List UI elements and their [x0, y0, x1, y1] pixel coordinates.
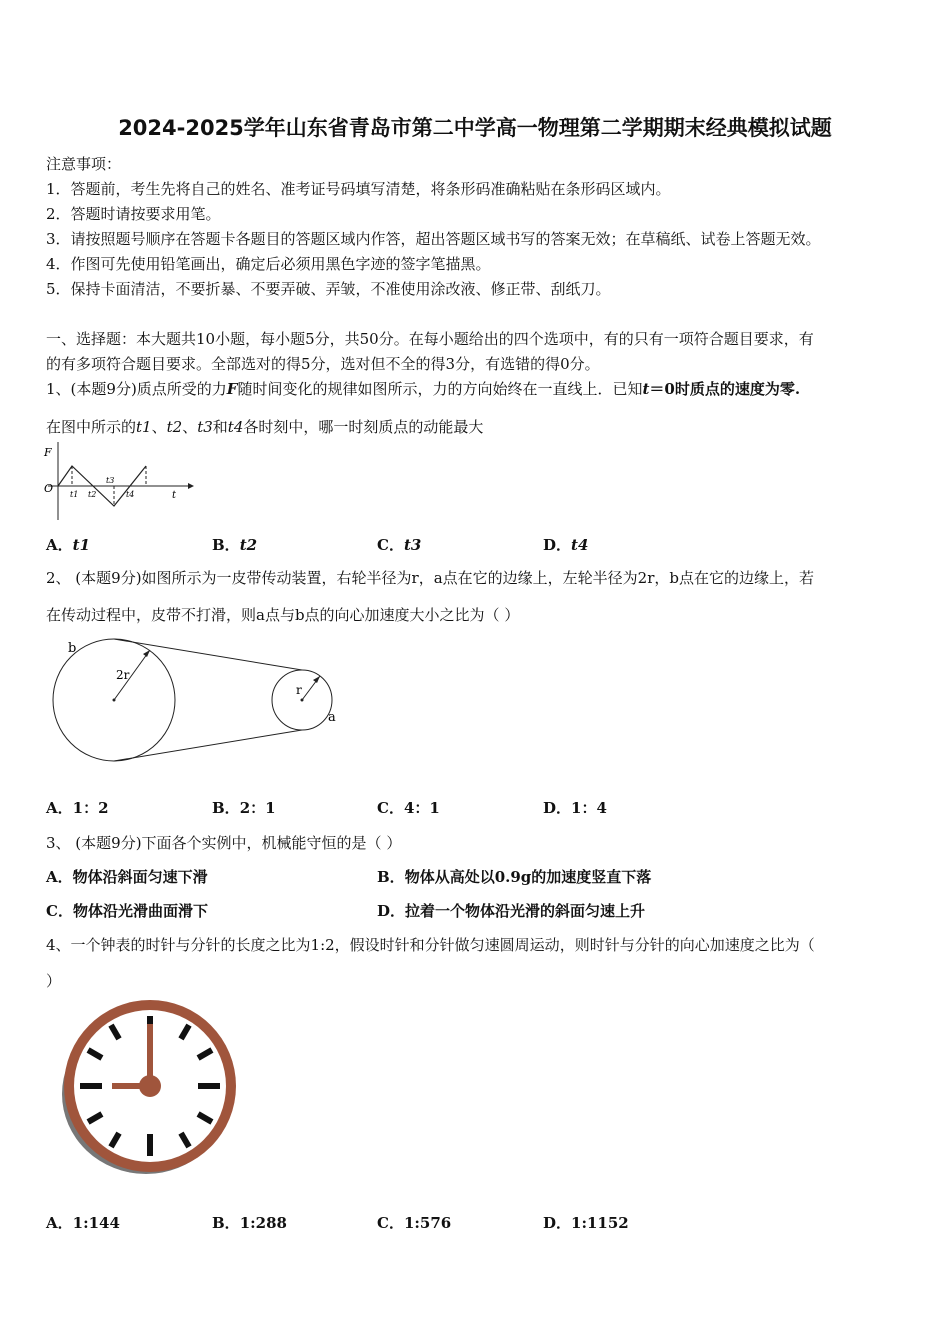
notice-item: 4．作图可先使用铅笔画出，确定后必须用黑色字迹的签字笔描黑。 — [46, 255, 491, 273]
q2-option-b[interactable]: B．2：1 — [212, 799, 276, 817]
q1-stem-line1: 1、(本题9分)质点所受的力F随时间变化的规律如图所示，力的方向始终在一直线上．已知t＝0时质点的速度为零. — [46, 380, 801, 398]
section-intro-line2: 的有多项符合题目要求。全部选对的得5分，选对但不全的得3分，有选错的得0分。 — [46, 355, 600, 373]
graph-F-label: F — [44, 446, 52, 459]
belt-drive-figure — [40, 632, 350, 772]
graph-t3-label: t3 — [106, 476, 115, 485]
q1-time-label: t3 — [197, 418, 213, 436]
notice-item: 5．保持卡面清洁，不要折暴、不要弄破、弄皱，不准使用涂改液、修正带、刮纸刀。 — [46, 280, 611, 298]
q3-option-a[interactable]: A．物体沿斜面匀速下滑 — [46, 868, 208, 886]
q1-option-b[interactable]: B．t2 — [212, 536, 258, 554]
page-title: 2024-2025学年山东省青岛市第二中学高一物理第二学期期末经典模拟试题 — [118, 116, 832, 140]
q4-option-c[interactable]: C．1:576 — [377, 1214, 452, 1232]
q4-option-b[interactable]: B．1:288 — [212, 1214, 287, 1232]
q3-option-d[interactable]: D．拉着一个物体沿光滑的斜面匀速上升 — [377, 902, 646, 920]
point-a-label: a — [328, 710, 336, 725]
section-intro-line1: 一、选择题：本大题共10小题，每小题5分，共50分。在每小题给出的四个选项中，有的只有一项符合题目要求，有 — [46, 330, 814, 348]
belt-top — [114, 639, 302, 670]
graph-t1-label: t1 — [70, 490, 79, 499]
q2-option-c[interactable]: C．4：1 — [377, 799, 440, 817]
q2-stem-line1: 2、 (本题9分)如图所示为一皮带传动装置，右轮半径为r，a点在它的边缘上，左轮半径为2r，b点在它的边缘上，若 — [46, 569, 814, 587]
q4-stem-line2: ） — [46, 972, 62, 990]
large-radius-label: 2r — [116, 668, 130, 682]
q1-stem-line2: 在图中所示的t1、t2、t3和t4各时刻中，哪一时刻质点的动能最大 — [46, 418, 484, 436]
q2-option-d[interactable]: D．1：4 — [543, 799, 607, 817]
q3-option-b[interactable]: B．物体从高处以0.9g的加速度竖直下落 — [377, 868, 652, 886]
graph-origin-label: O — [44, 482, 54, 495]
q1-option-a[interactable]: A．t1 — [46, 536, 91, 554]
clock-center — [139, 1075, 161, 1097]
q1-option-c[interactable]: C．t3 — [377, 536, 422, 554]
q3-option-c[interactable]: C．物体沿光滑曲面滑下 — [46, 902, 208, 920]
q2-stem-line2: 在传动过程中，皮带不打滑，则a点与b点的向心加速度大小之比为（ ） — [46, 606, 520, 624]
notice-item: 1．答题前，考生先将自己的姓名、准考证号码填写清楚，将条形码准确粘贴在条形码区域内。 — [46, 180, 671, 198]
notice-item: 2．答题时请按要求用笔。 — [46, 205, 221, 223]
q4-option-a[interactable]: A．1:144 — [46, 1214, 120, 1232]
graph-t-label: t — [172, 490, 177, 501]
belt-bottom — [114, 730, 302, 761]
q2-option-a[interactable]: A．1：2 — [46, 799, 109, 817]
notice-item: 3．请按照题号顺序在答题卡各题目的答题区域内作答，超出答题区域书写的答案无效；在草稿纸、试卷上答题无效。 — [46, 230, 821, 248]
q1-time-label: t4 — [227, 418, 244, 436]
point-b-label: b — [68, 641, 77, 656]
graph-t4-label: t4 — [126, 490, 135, 499]
q4-stem-line1: 4、一个钟表的时针与分针的长度之比为1:2，假设时针和分针做匀速圆周运动，则时针与分针的向心加速度之比为（ — [46, 936, 815, 954]
graph-t2-label: t2 — [88, 490, 97, 499]
q1-time-label: t1 — [136, 418, 152, 436]
q3-stem: 3、 (本题9分)下面各个实例中，机械能守恒的是（ ） — [46, 834, 402, 852]
force-time-graph — [40, 442, 200, 522]
q1-option-d[interactable]: D．t4 — [543, 536, 589, 554]
q1-time-label: t2 — [166, 418, 183, 436]
notice-heading: 注意事项： — [46, 155, 122, 173]
q4-option-d[interactable]: D．1:1152 — [543, 1214, 629, 1232]
small-radius-label: r — [296, 683, 302, 697]
clock-figure — [58, 998, 244, 1178]
